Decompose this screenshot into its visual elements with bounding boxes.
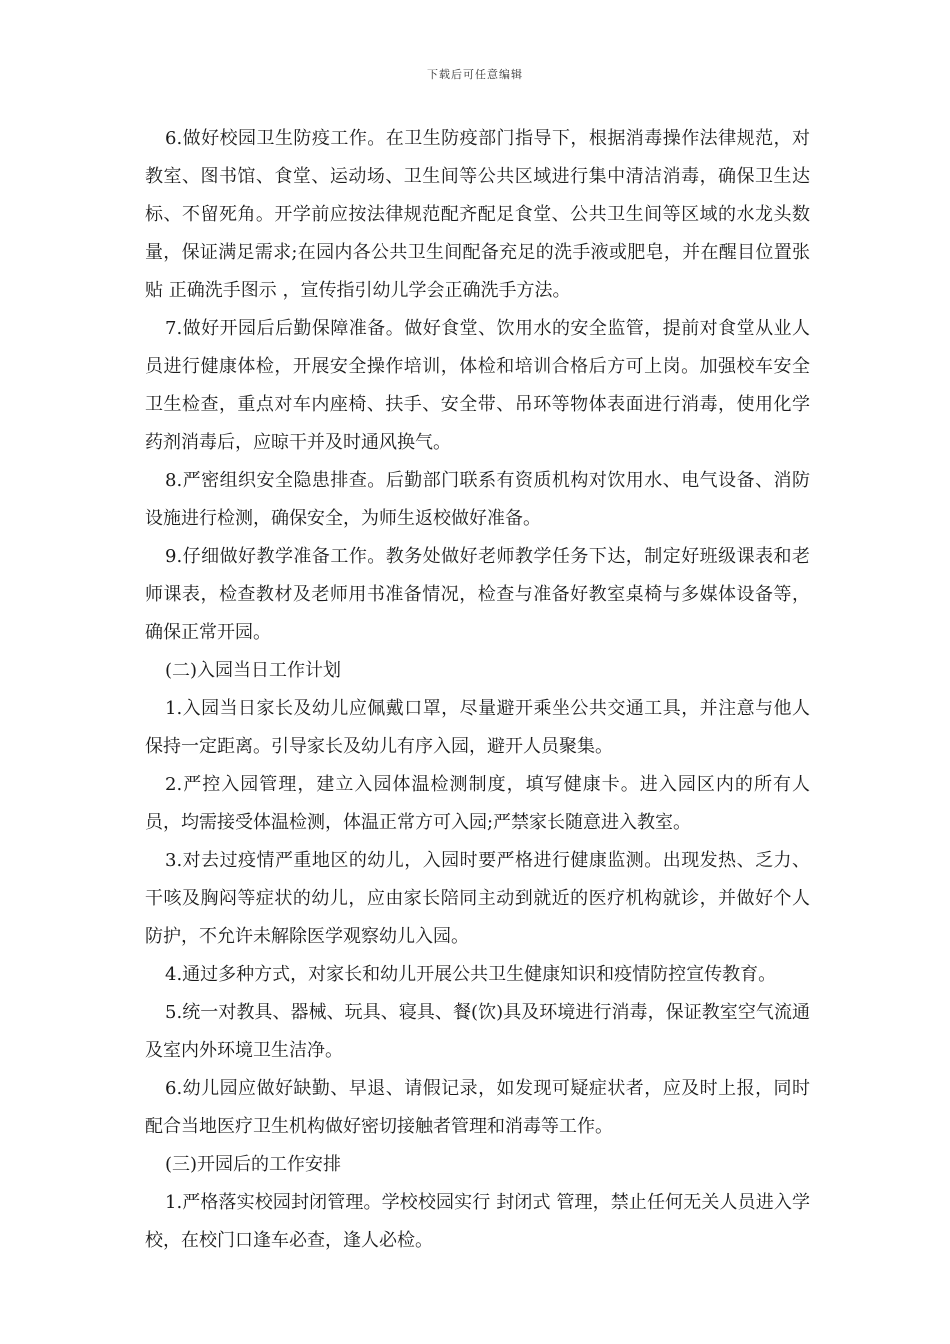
document-body — [145, 120, 810, 1260]
paragraph: 2.严控入园管理，建立入园体温检测制度，填写健康卡。进入园区内的所有人员，均需接受体温检测，体温正常方可入园;严禁家长随意进入教室。 — [145, 774, 810, 833]
paragraph: 6.做好校园卫生防疫工作。在卫生防疫部门指导下，根据消毒操作法律规范，对教室、图书馆、食堂、运动场、卫生间等公共区域进行集中清洁消毒，确保卫生达标、不留死角。开学前应按法律规范配齐配足食堂、公共卫生间等区域的水龙头数量，保证满足需求;在园内各公共卫生间配备充足的洗手液或肥皂，并在醒目位置张贴 正确洗手图示 ，宣传指引幼儿学会正确洗手方法。 — [145, 128, 810, 301]
section-heading: (三)开园后的工作安排 — [165, 1154, 342, 1175]
paragraph: 8.严密组织安全隐患排查。后勤部门联系有资质机构对饮用水、电气设备、消防设施进行检测，确保安全，为师生返校做好准备。 — [145, 470, 810, 529]
paragraph: 9.仔细做好教学准备工作。教务处做好老师教学任务下达，制定好班级课表和老师课表，检查教材及老师用书准备情况，检查与准备好教室桌椅与多媒体设备等，确保正常开园。 — [145, 546, 810, 643]
paragraph: 3.对去过疫情严重地区的幼儿，入园时要严格进行健康监测。出现发热、乏力、干咳及胸闷等症状的幼儿，应由家长陪同主动到就近的医疗机构就诊，并做好个人防护，不允许未解除医学观察幼儿入园。 — [145, 850, 810, 947]
paragraph: 6.幼儿园应做好缺勤、早退、请假记录，如发现可疑症状者，应及时上报，同时配合当地医疗卫生机构做好密切接触者管理和消毒等工作。 — [145, 1078, 810, 1137]
paragraph: 4.通过多种方式，对家长和幼儿开展公共卫生健康知识和疫情防控宣传教育。 — [165, 964, 777, 985]
paragraph: 7.做好开园后后勤保障准备。做好食堂、饮用水的安全监管，提前对食堂从业人员进行健康体检，开展安全操作培训，体检和培训合格后方可上岗。加强校车安全卫生检查，重点对车内座椅、扶手、安全带、吊环等物体表面进行消毒，使用化学药剂消毒后，应晾干并及时通风换气。 — [145, 318, 810, 453]
paragraph: 1.入园当日家长及幼儿应佩戴口罩，尽量避开乘坐公共交通工具，并注意与他人保持一定距离。引导家长及幼儿有序入园，避开人员聚集。 — [145, 698, 810, 757]
paragraph: 5.统一对教具、器械、玩具、寝具、餐(饮)具及环境进行消毒，保证教室空气流通及室内外环境卫生洁净。 — [145, 1002, 810, 1061]
paragraph: 1.严格落实校园封闭管理。学校校园实行 封闭式 管理，禁止任何无关人员进入学校，在校门口逢车必查，逢人必检。 — [145, 1192, 810, 1251]
section-heading: (二)入园当日工作计划 — [165, 660, 342, 681]
header-note: 下载后可任意编辑 — [427, 68, 523, 81]
